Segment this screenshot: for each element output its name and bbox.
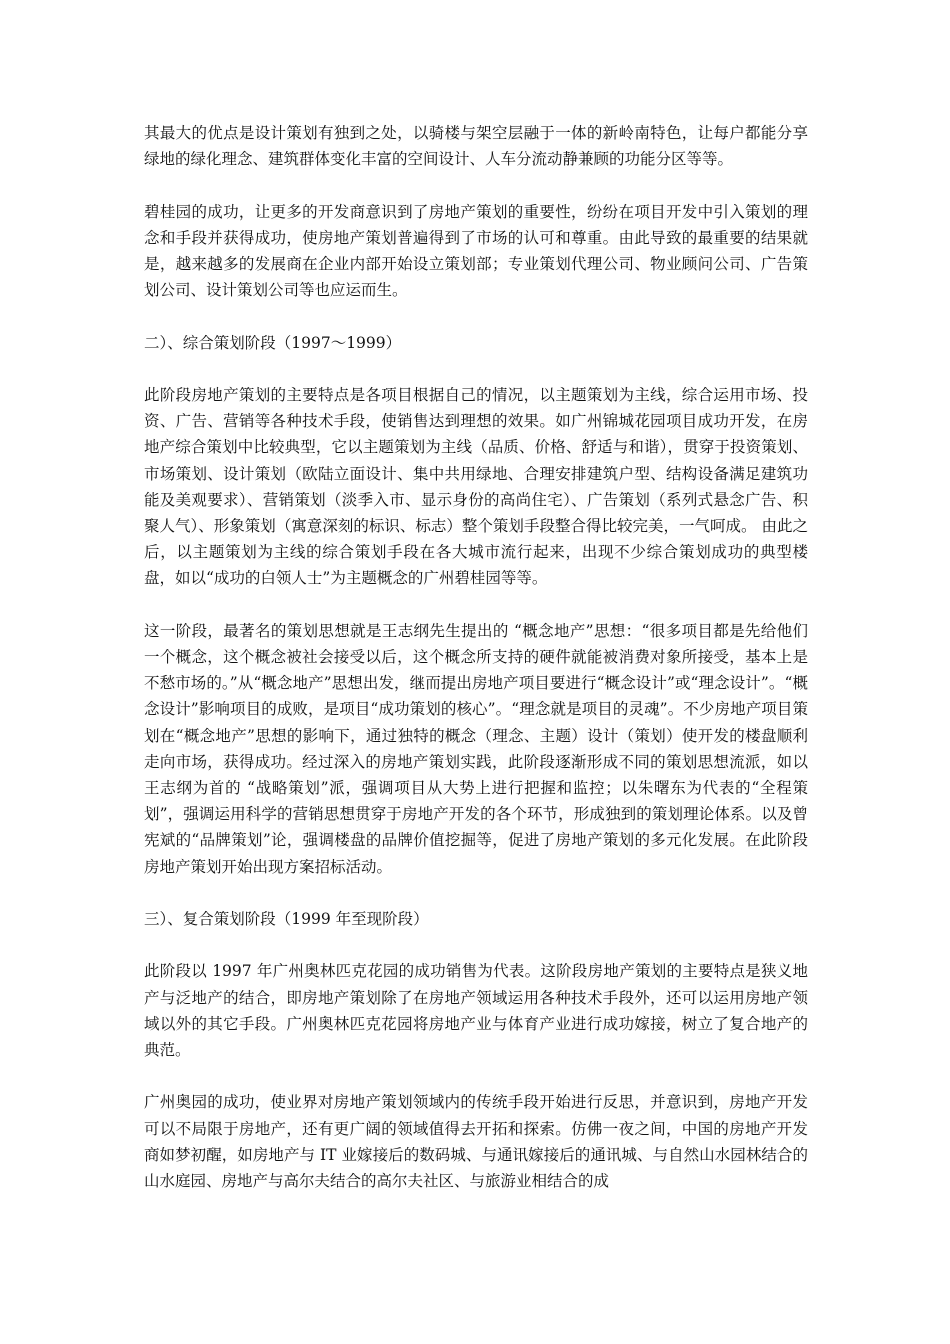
section-heading-comprehensive-planning: 二）、综合策划阶段（1997～1999） bbox=[144, 333, 402, 352]
paragraph-concept-real-estate: 这一阶段，最著名的策划思想就是王志纲先生提出的 “概念地产”思想：“很多项目都是先给他们一个概念，这个概念被社会接受以后，这个概念所支持的硬件就能被消费对象所接受，基本上是不愁市场的。”从“概念地产”思想出发，继而提出房地产项目要进行“概念设计”或“理念设计”。“概念设计”影响项目的成败，是项目“成功策划的核心”。“理念就是项目的灵魂”。不少房地产项目策划在“概念地产”思想的影响下，通过独特的概念（理念、主题）设计（策划）使开发的楼盘顺利走向市场，获得成功。经过深入的房地产策划实践，此阶段逐渐形成不同的策划思想流派，如以王志纲为首的 “战略策划”派，强调项目从大势上进行把握和监控；以朱曙东为代表的“全程策划”，强调运用科学的营销思想贯穿于房地产开发的各个环节，形成独到的策划理论体系。以及曾宪斌的“品牌策划”论，强调楼盘的品牌价值挖掘等，促进了房地产策划的多元化发展。在此阶段房地产策划开始出现方案招标活动。 bbox=[144, 621, 808, 876]
section-heading-compound-planning: 三）、复合策划阶段（1999 年至现阶段） bbox=[144, 910, 429, 929]
paragraph-olympic-garden: 此阶段以 1997 年广州奥林匹克花园的成功销售为代表。这阶段房地产策划的主要特点是狭义地产与泛地产的结合，即房地产策划除了在房地产领域运用各种技术手段外，还可以运用房地产领域以外的其它手段。广州奥林匹克花园将房地产业与体育产业进行成功嫁接，树立了复合地产的典范。 bbox=[144, 962, 808, 1060]
document-page bbox=[144, 120, 808, 1220]
paragraph-comprehensive-planning: 此阶段房地产策划的主要特点是各项目根据自己的情况，以主题策划为主线，综合运用市场、投资、广告、营销等各种技术手段，使销售达到理想的效果。如广州锦城花园项目成功开发，在房地产综合策划中比较典型，它以主题策划为主线（品质、价格、舒适与和谐），贯穿于投资策划、市场策划、设计策划（欧陆立面设计、集中共用绿地、合理安排建筑户型、结构设备满足建筑功能及美观要求）、营销策划（淡季入市、显示身份的高尚住宅）、广告策划（系列式悬念广告、积聚人气）、形象策划（寓意深刻的标识、标志）整个策划手段整合得比较完美，一气呵成。 由此之后，以主题策划为主线的综合策划手段在各大城市流行起来，出现不少综合策划成功的典型楼盘，如以“成功的白领人士”为主题概念的广州碧桂园等等。 bbox=[144, 385, 808, 588]
paragraph-aoyuan-reflection: 广州奥园的成功，使业界对房地产策划领域内的传统手段开始进行反思，并意识到，房地产开发可以不局限于房地产，还有更广阔的领域值得去开拓和探索。仿佛一夜之间，中国的房地产开发商如梦初醒，如房地产与 IT 业嫁接后的数码城、与通讯嫁接后的通讯城、与自然山水园林结合的山水庭园、房地产与高尔夫结合的高尔夫社区、与旅游业相结合的成 bbox=[144, 1093, 808, 1191]
paragraph-biguiyuan-success: 碧桂园的成功，让更多的开发商意识到了房地产策划的重要性，纷纷在项目开发中引入策划的理念和手段并获得成功，使房地产策划普遍得到了市场的认可和尊重。由此导致的最重要的结果就是，越来越多的发展商在企业内部开始设立策划部；专业策划代理公司、物业顾问公司、广告策划公司、设计策划公司等也应运而生。 bbox=[144, 202, 808, 300]
paragraph-lingnan-design: 其最大的优点是设计策划有独到之处，以骑楼与架空层融于一体的新岭南特色，让每户都能分享绿地的绿化理念、建筑群体变化丰富的空间设计、人车分流动静兼顾的功能分区等等。 bbox=[144, 124, 808, 169]
